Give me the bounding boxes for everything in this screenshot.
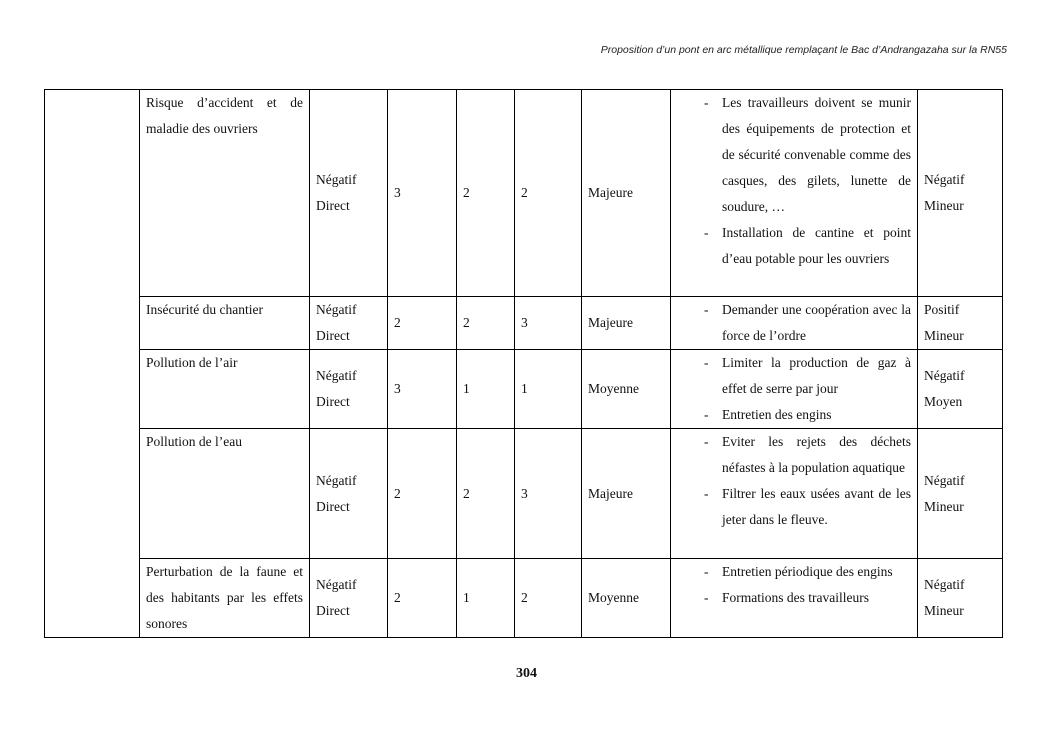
measures-cell — [671, 559, 918, 638]
measure-item: - Eviter les rejets des déchets néfastes à la population aquatique — [677, 429, 911, 481]
importance-cell: Moyenne — [582, 350, 671, 429]
extent-cell: 1 — [457, 350, 515, 429]
residual-cell — [918, 90, 1003, 297]
phase-cell — [45, 90, 140, 638]
nature-line: Négatif — [316, 368, 357, 383]
extent-cell: 2 — [457, 429, 515, 559]
table-row — [45, 350, 1003, 429]
measures-cell — [671, 297, 918, 350]
residual-line: Négatif — [924, 472, 965, 488]
residual-line: Négatif — [924, 577, 965, 592]
nature-line: Négatif — [316, 302, 357, 317]
duration-cell: 3 — [515, 429, 582, 559]
nature-line: Direct — [316, 498, 350, 514]
measure-item: - Les travailleurs doivent se munir des équipements de protection et de sécurité convenable comme des casques, des gilets, lunette de soudure, … — [677, 90, 911, 220]
table-row — [45, 429, 1003, 559]
residual-line: Mineur — [924, 328, 964, 343]
nature-line: Négatif — [316, 577, 357, 592]
table-row — [45, 297, 1003, 350]
measures-cell — [671, 350, 918, 429]
measure-item: - Entretien des engins — [677, 402, 911, 428]
measures-cell — [671, 429, 918, 559]
page-number: 304 — [516, 666, 537, 681]
measure-item: - Entretien périodique des engins — [677, 559, 911, 585]
impact-cell: Insécurité du chantier — [140, 297, 310, 350]
intensity-cell: 2 — [388, 429, 457, 559]
nature-line: Direct — [316, 328, 350, 343]
duration-cell: 2 — [515, 90, 582, 297]
measure-item: - Installation de cantine et point d’eau potable pour les ouvriers — [677, 220, 911, 272]
residual-line: Positif — [924, 302, 960, 317]
measure-item: - Limiter la production de gaz à effet de serre par jour — [677, 350, 911, 402]
extent-cell: 2 — [457, 90, 515, 297]
nature-cell — [310, 90, 388, 297]
table-row — [45, 90, 1003, 297]
running-header: Proposition d’un pont en arc métallique remplaçant le Bac d’Andrangazaha sur la RN55 — [600, 44, 1007, 56]
residual-line: Négatif — [924, 368, 965, 383]
nature-line: Direct — [316, 198, 350, 213]
residual-cell — [918, 429, 1003, 559]
impact-cell: Perturbation de la faune et des habitants par les effets sonores — [140, 559, 310, 638]
importance-cell: Majeure — [582, 429, 671, 559]
intensity-cell: 2 — [388, 559, 457, 638]
importance-cell: Majeure — [582, 297, 671, 350]
extent-cell: 2 — [457, 297, 515, 350]
intensity-cell: 2 — [388, 297, 457, 350]
nature-cell — [310, 297, 388, 350]
nature-line: Direct — [316, 394, 350, 409]
importance-cell: Majeure — [582, 90, 671, 297]
measures-cell — [671, 90, 918, 297]
residual-line: Mineur — [924, 198, 964, 213]
residual-line: Moyen — [924, 394, 963, 409]
extent-cell: 1 — [457, 559, 515, 638]
duration-cell: 1 — [515, 350, 582, 429]
measure-item: - Demander une coopération avec la force de l’ordre — [677, 297, 911, 349]
residual-cell — [918, 297, 1003, 350]
nature-cell — [310, 350, 388, 429]
impact-table — [44, 89, 1003, 638]
impact-cell: Pollution de l’air — [140, 350, 310, 429]
nature-line: Direct — [316, 603, 350, 618]
residual-cell — [918, 350, 1003, 429]
importance-cell: Moyenne — [582, 559, 671, 638]
table-row — [45, 559, 1003, 638]
measure-item: - Filtrer les eaux usées avant de les jeter dans le fleuve. — [677, 481, 911, 533]
impact-cell: Pollution de l’eau — [140, 429, 310, 559]
residual-line: Mineur — [924, 603, 964, 618]
duration-cell: 3 — [515, 297, 582, 350]
nature-cell — [310, 559, 388, 638]
intensity-cell: 3 — [388, 350, 457, 429]
duration-cell: 2 — [515, 559, 582, 638]
intensity-cell: 3 — [388, 90, 457, 297]
measure-item: - Formations des travailleurs — [677, 585, 911, 611]
nature-line: Négatif — [316, 172, 357, 187]
residual-line: Mineur — [924, 498, 964, 514]
residual-line: Négatif — [924, 172, 965, 187]
nature-line: Négatif — [316, 472, 357, 488]
residual-cell — [918, 559, 1003, 638]
impact-cell: Risque d’accident et de maladie des ouvriers — [140, 90, 310, 297]
nature-cell — [310, 429, 388, 559]
